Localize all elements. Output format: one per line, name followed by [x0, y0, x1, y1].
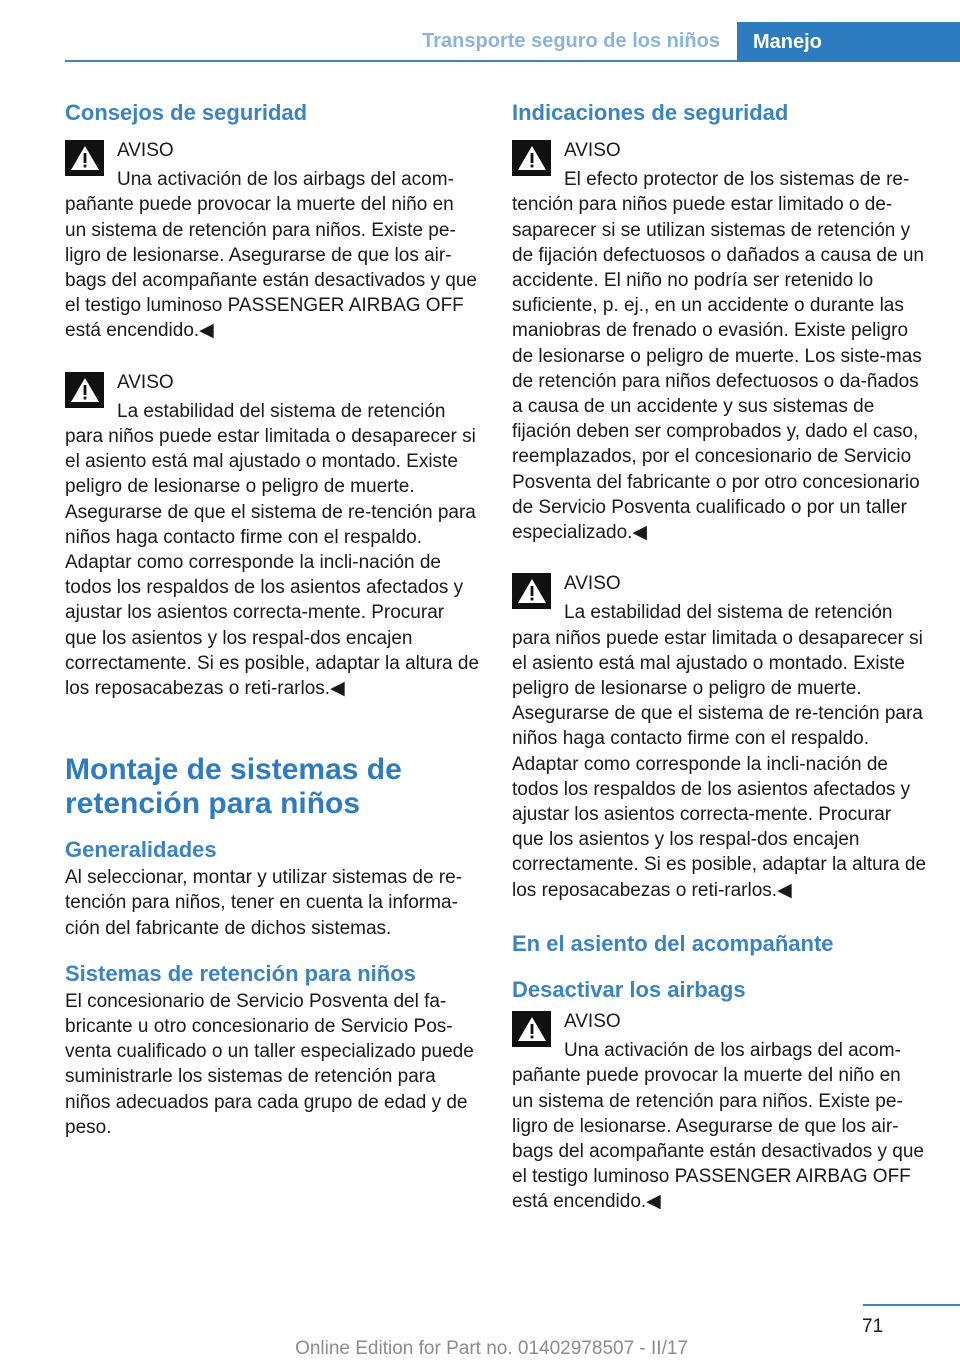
- warning-block: [512, 571, 926, 903]
- warning-text: Una activación de los airbags del acom‐pañante puede provocar la muerte del niño en un sistema de retención para niños. Existe pe‐ligro de lesionarse. Asegurarse de que los air‐bags del acompañante están desactivados y que el testigo luminoso PASSENGER AIRBAG OFF está encendido.◀: [65, 169, 477, 342]
- right-column: [512, 98, 926, 1241]
- page-footer: [0, 1300, 960, 1362]
- warning-icon: [512, 140, 551, 176]
- warning-block: [512, 138, 926, 545]
- paragraph-generalidades: Al seleccionar, montar y utilizar sistemas de re‐tención para niños, tener en cuenta la informa‐ción del fabricante de dichos sistemas.: [65, 867, 463, 939]
- left-column: [65, 98, 479, 1158]
- warning-label: AVISO: [564, 573, 621, 595]
- warning-text: La estabilidad del sistema de retención para niños puede estar limitada o desaparecer si el asiento está mal ajustado o montado. Existe peligro de lesionarse o peligro de muerte. Asegurarse de que el sistema de re‐tención para niños haga contacto firme con el respaldo. Adaptar como corresponde la incli‐nación de todos los respaldos de los asientos afectados y ajustar los asientos correcta‐mente. Procurar que los asientos y los respal‐dos encajen correctamente. Si es posible, adaptar la altura de los reposacabezas o reti‐rarlos.◀: [65, 400, 480, 700]
- page-header: [0, 0, 960, 64]
- warning-text: El efecto protector de los sistemas de re‐tención para niños puede estar limitado o de‐saparecer si se utilizan sistemas de retención y de fijación defectuosos o dañados a causa de un accidente. El niño no podría ser retenido lo suficiente, p. ej., en un accidente o durante las maniobras de frenado o evasión. Existe peligro de lesionarse o peligro de muerte. Los siste‐mas de retención para niños defectuosos o da‐ñados a causa de un accidente y sus sistemas de fijación deben ser comprobados y, dado el caso, reemplazados, por el concesionario de Servicio Posventa del fabricante o por otro concesionario de Servicio Posventa cualificado o por un taller especializado.◀: [512, 169, 924, 544]
- section-title: Transporte seguro de los niños: [422, 30, 720, 52]
- footer-rule: [863, 1304, 960, 1306]
- warning-text: La estabilidad del sistema de retención para niños puede estar limitada o desaparecer si el asiento está mal ajustado o montado. Existe peligro de lesionarse o peligro de muerte. Asegurarse de que el sistema de re‐tención para niños haga contacto firme con el respaldo. Adaptar como corresponde la incli‐nación de todos los respaldos de los asientos afectados y ajustar los asientos correcta‐mente. Procurar que los asientos y los respal‐dos encajen correctamente. Si es posible, adaptar la altura de los reposacabezas o reti‐rarlos.◀: [512, 602, 927, 901]
- heading-generalidades: Generalidades: [65, 837, 217, 863]
- warning-label: AVISO: [117, 140, 174, 161]
- heading-indicaciones: Indicaciones de seguridad: [512, 100, 789, 125]
- chapter-tab: Manejo: [737, 22, 960, 62]
- heading-desactivar: Desactivar los airbags: [512, 976, 746, 1002]
- heading-sistemas: Sistemas de retención para niños: [65, 960, 416, 986]
- warning-icon: [512, 573, 551, 609]
- warning-icon: [512, 1011, 551, 1047]
- heading-montaje: Montaje de sistemas de retención para niños: [65, 753, 402, 821]
- section-sistemas: [65, 959, 479, 1140]
- section-generalidades: [65, 835, 479, 941]
- warning-block: [65, 370, 479, 702]
- warning-block: [65, 138, 479, 344]
- warning-label: AVISO: [564, 1010, 621, 1032]
- warning-text: Una activación de los airbags del acom‐pañante puede provocar la muerte del niño en un sistema de retención para niños. Existe pe‐ligro de lesionarse. Asegurarse de que los air‐bags del acompañante están desactivados y que el testigo luminoso PASSENGER AIRBAG OFF está encendido.◀: [512, 1040, 924, 1213]
- page-number: 71: [862, 1316, 884, 1337]
- warning-icon: [65, 372, 104, 408]
- paragraph-sistemas: El concesionario de Servicio Posventa del fa‐bricante u otro concesionario de Servicio Pos‐venta cualificado o un taller especializado puede suministrarle los sistemas de retención para niños adecuados para cada grupo de edad y de peso.: [65, 990, 474, 1138]
- heading-consejos: Consejos de seguridad: [65, 100, 308, 125]
- warning-label: AVISO: [564, 140, 621, 161]
- warning-icon: [65, 140, 104, 176]
- edition-note: Online Edition for Part no. 01402978507 - II/17: [295, 1338, 688, 1359]
- heading-asiento: En el asiento del acompañante: [512, 930, 834, 956]
- warning-block: [512, 1009, 926, 1215]
- warning-label: AVISO: [117, 371, 174, 393]
